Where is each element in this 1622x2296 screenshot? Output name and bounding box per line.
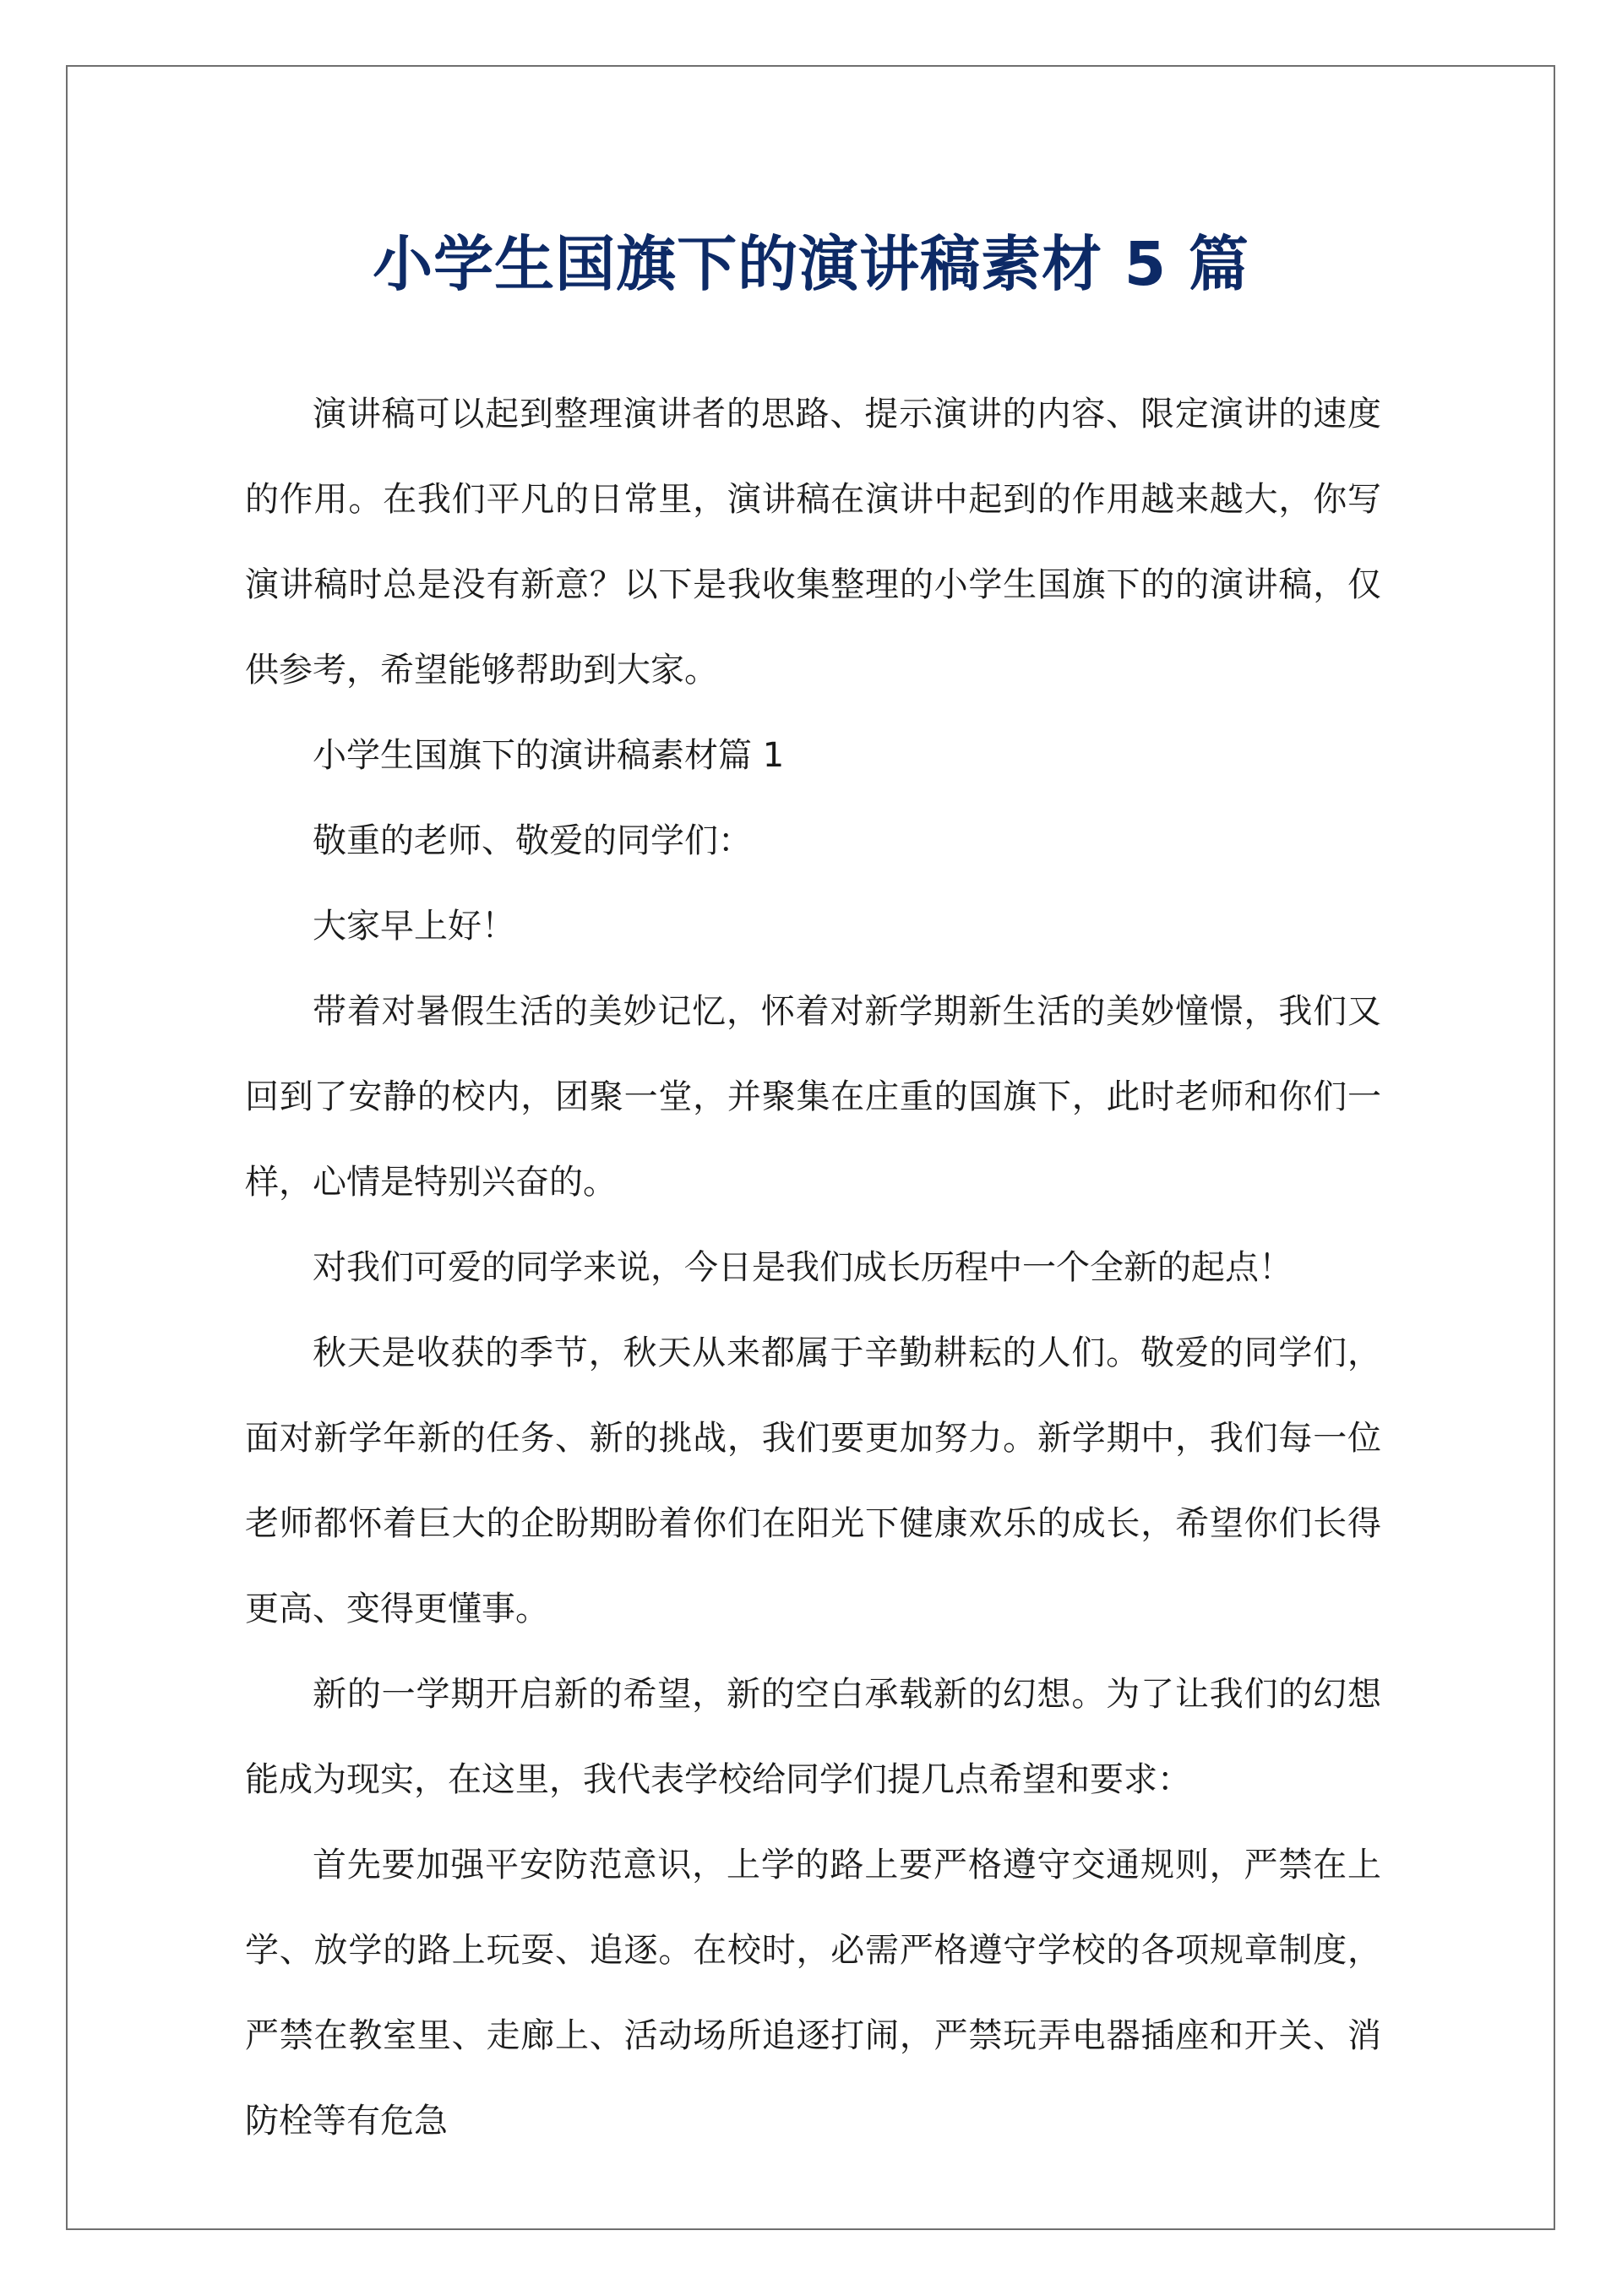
section-heading: 小学生国旗下的演讲稿素材篇 1	[313, 736, 785, 775]
salutation: 敬重的老师、敬爱的同学们：	[313, 821, 752, 860]
body-paragraph: 新的一学期开启新的希望，新的空白承载新的幻想。为了让我们的幻想能成为现实，在这里，我代表学校给同学们提几点希望和要求：	[245, 1675, 1381, 1799]
body-paragraph: 带着对暑假生活的美妙记忆，怀着对新学期新生活的美妙憧憬，我们又回到了安静的校内，团聚一堂，并聚集在庄重的国旗下，此时老师和你们一样，心情是特别兴奋的。	[245, 992, 1381, 1202]
intro-paragraph: 演讲稿可以起到整理演讲者的思路、提示演讲的内容、限定演讲的速度的作用。在我们平凡的日常里，演讲稿在演讲中起到的作用越来越大，你写演讲稿时总是没有新意？以下是我收集整理的小学生国旗下的的演讲稿，仅供参考，希望能够帮助到大家。	[245, 395, 1381, 690]
body-paragraph: 首先要加强平安防范意识，上学的路上要严格遵守交通规则，严禁在上学、放学的路上玩耍、追逐。在校时，必需严格遵守学校的各项规章制度，严禁在教室里、走廊上、活动场所追逐打闹，严禁玩弄电器插座和开关、消防栓等有危急	[245, 1846, 1381, 2141]
greeting: 大家早上好！	[313, 907, 515, 946]
document-title: 小学生国旗下的演讲稿素材 5 篇	[373, 229, 1249, 299]
document-body	[245, 372, 1381, 2164]
body-paragraph: 对我们可爱的同学来说，今日是我们成长历程中一个全新的起点！	[313, 1248, 1293, 1287]
body-paragraph: 秋天是收获的季节，秋天从来都属于辛勤耕耘的人们。敬爱的同学们，面对新学年新的任务、新的挑战，我们要更加努力。新学期中，我们每一位老师都怀着巨大的企盼期盼着你们在阳光下健康欢乐的成长，希望你们长得更高、变得更懂事。	[245, 1333, 1381, 1628]
